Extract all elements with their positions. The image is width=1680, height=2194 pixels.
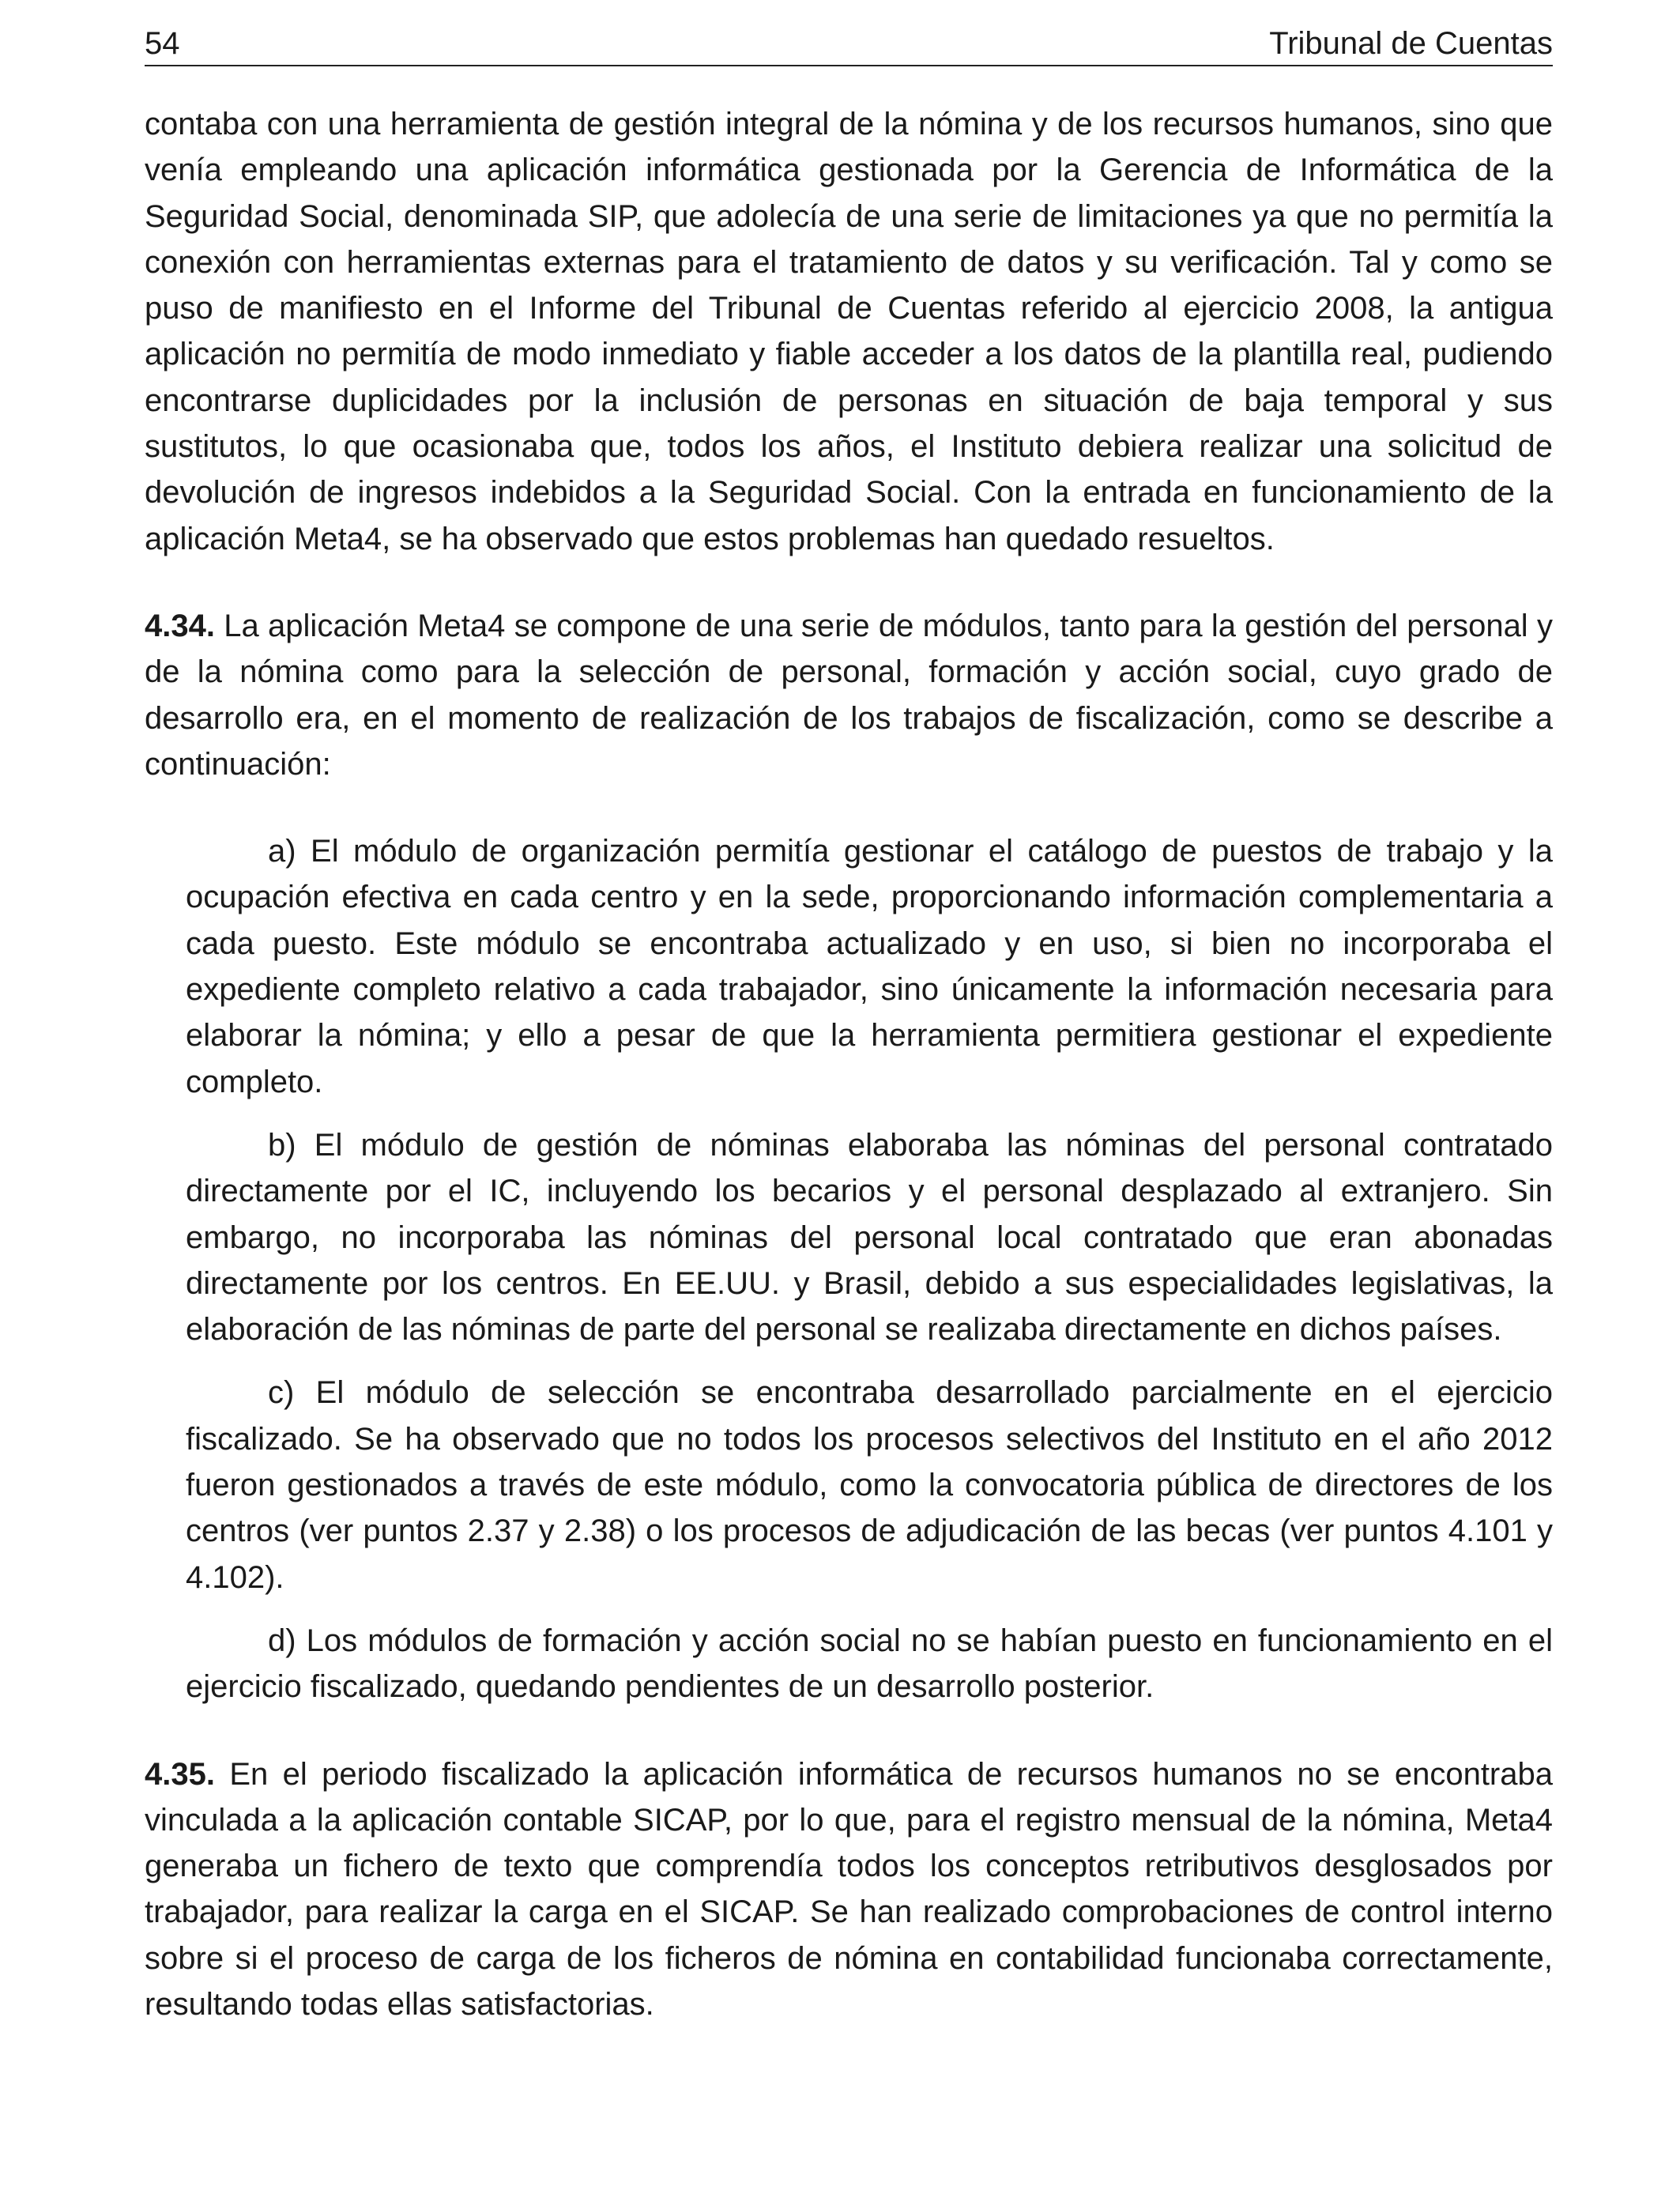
list-item-d: d) Los módulos de formación y acción social no se habían puesto en funcionamiento en el ejercicio fiscalizado, quedando pendientes de un desarrollo posterior. <box>186 1623 1553 1705</box>
paragraph-text: La aplicación Meta4 se compone de una serie de módulos, tanto para la gestión del personal y de la nómina como para la selección de personal, formación y acción social, cuyo grado de desarrollo era, en el momento de realización de los trabajos de fiscalización, como se describe a continuación: <box>145 608 1553 782</box>
paragraph-4-35 <box>145 1751 1553 2028</box>
list-item-b: b) El módulo de gestión de nóminas elaboraba las nóminas del personal contratado directamente por el IC, incluyendo los becarios y el personal desplazado al extranjero. Sin embargo, no incorporaba las nóminas del personal local contratado que eran abonadas directamente por los centros. En EE.UU. y Brasil, debido a sus especialidades legislativas, la elaboración de las nóminas de parte del personal se realizaba directamente en dichos países. <box>186 1127 1553 1348</box>
paragraph-4-34 <box>145 603 1553 787</box>
page-header <box>145 22 1553 66</box>
document-page <box>145 0 1553 2194</box>
document-body <box>145 101 1553 2027</box>
page-number: 54 <box>145 26 180 61</box>
paragraph-number: 4.34. <box>145 608 215 643</box>
list-item-c: c) El módulo de selección se encontraba desarrollado parcialmente en el ejercicio fiscalizado. Se ha observado que no todos los procesos selectivos del Instituto en el año 2012 fueron gestionados a través de este módulo, como la convocatoria pública de directores de los centros (ver puntos 2.37 y 2.38) o los procesos de adjudicación de las becas (ver puntos 4.101 y 4.102). <box>186 1375 1553 1595</box>
header-publisher: Tribunal de Cuentas <box>1269 26 1553 61</box>
paragraph-number: 4.35. <box>145 1756 215 1792</box>
paragraph-continuation: contaba con una herramienta de gestión integral de la nómina y de los recursos humanos, sino que venía empleando una aplicación informática gestionada por la Gerencia de Informática de la Seguridad Social, denominada SIP, que adolecía de una serie de limitaciones ya que no permitía la conexión con herramientas externas para el tratamiento de datos y su verificación. Tal y como se puso de manifiesto en el Informe del Tribunal de Cuentas referido al ejercicio 2008, la antigua aplicación no permitía de modo inmediato y fiable acceder a los datos de la plantilla real, pudiendo encontrarse duplicidades por la inclusión de personas en situación de baja temporal y sus sustitutos, lo que ocasionaba que, todos los años, el Instituto debiera realizar una solicitud de devolución de ingresos indebidos a la Seguridad Social. Con la entrada en funcionamiento de la aplicación Meta4, se ha observado que estos problemas han quedado resueltos. <box>145 107 1553 556</box>
list-item-a: a) El módulo de organización permitía gestionar el catálogo de puestos de trabajo y la ocupación efectiva en cada centro y en la sede, proporcionando información complementaria a cada puesto. Este módulo se encontraba actualizado y en uso, si bien no incorporaba el expediente completo relativo a cada trabajador, sino únicamente la información necesaria para elaborar la nómina; y ello a pesar de que la herramienta permitiera gestionar el expediente completo. <box>186 834 1553 1099</box>
paragraph-text: En el periodo fiscalizado la aplicación informática de recursos humanos no se encontraba vinculada a la aplicación contable SICAP, por lo que, para el registro mensual de la nómina, Meta4 generaba un fichero de texto que comprendía todos los conceptos retributivos desglosados por trabajador, para realizar la carga en el SICAP. Se han realizado comprobaciones de control interno sobre si el proceso de carga de los ficheros de nómina en contabilidad funcionaba correctamente, resultando todas ellas satisfactorias. <box>145 1756 1553 2022</box>
